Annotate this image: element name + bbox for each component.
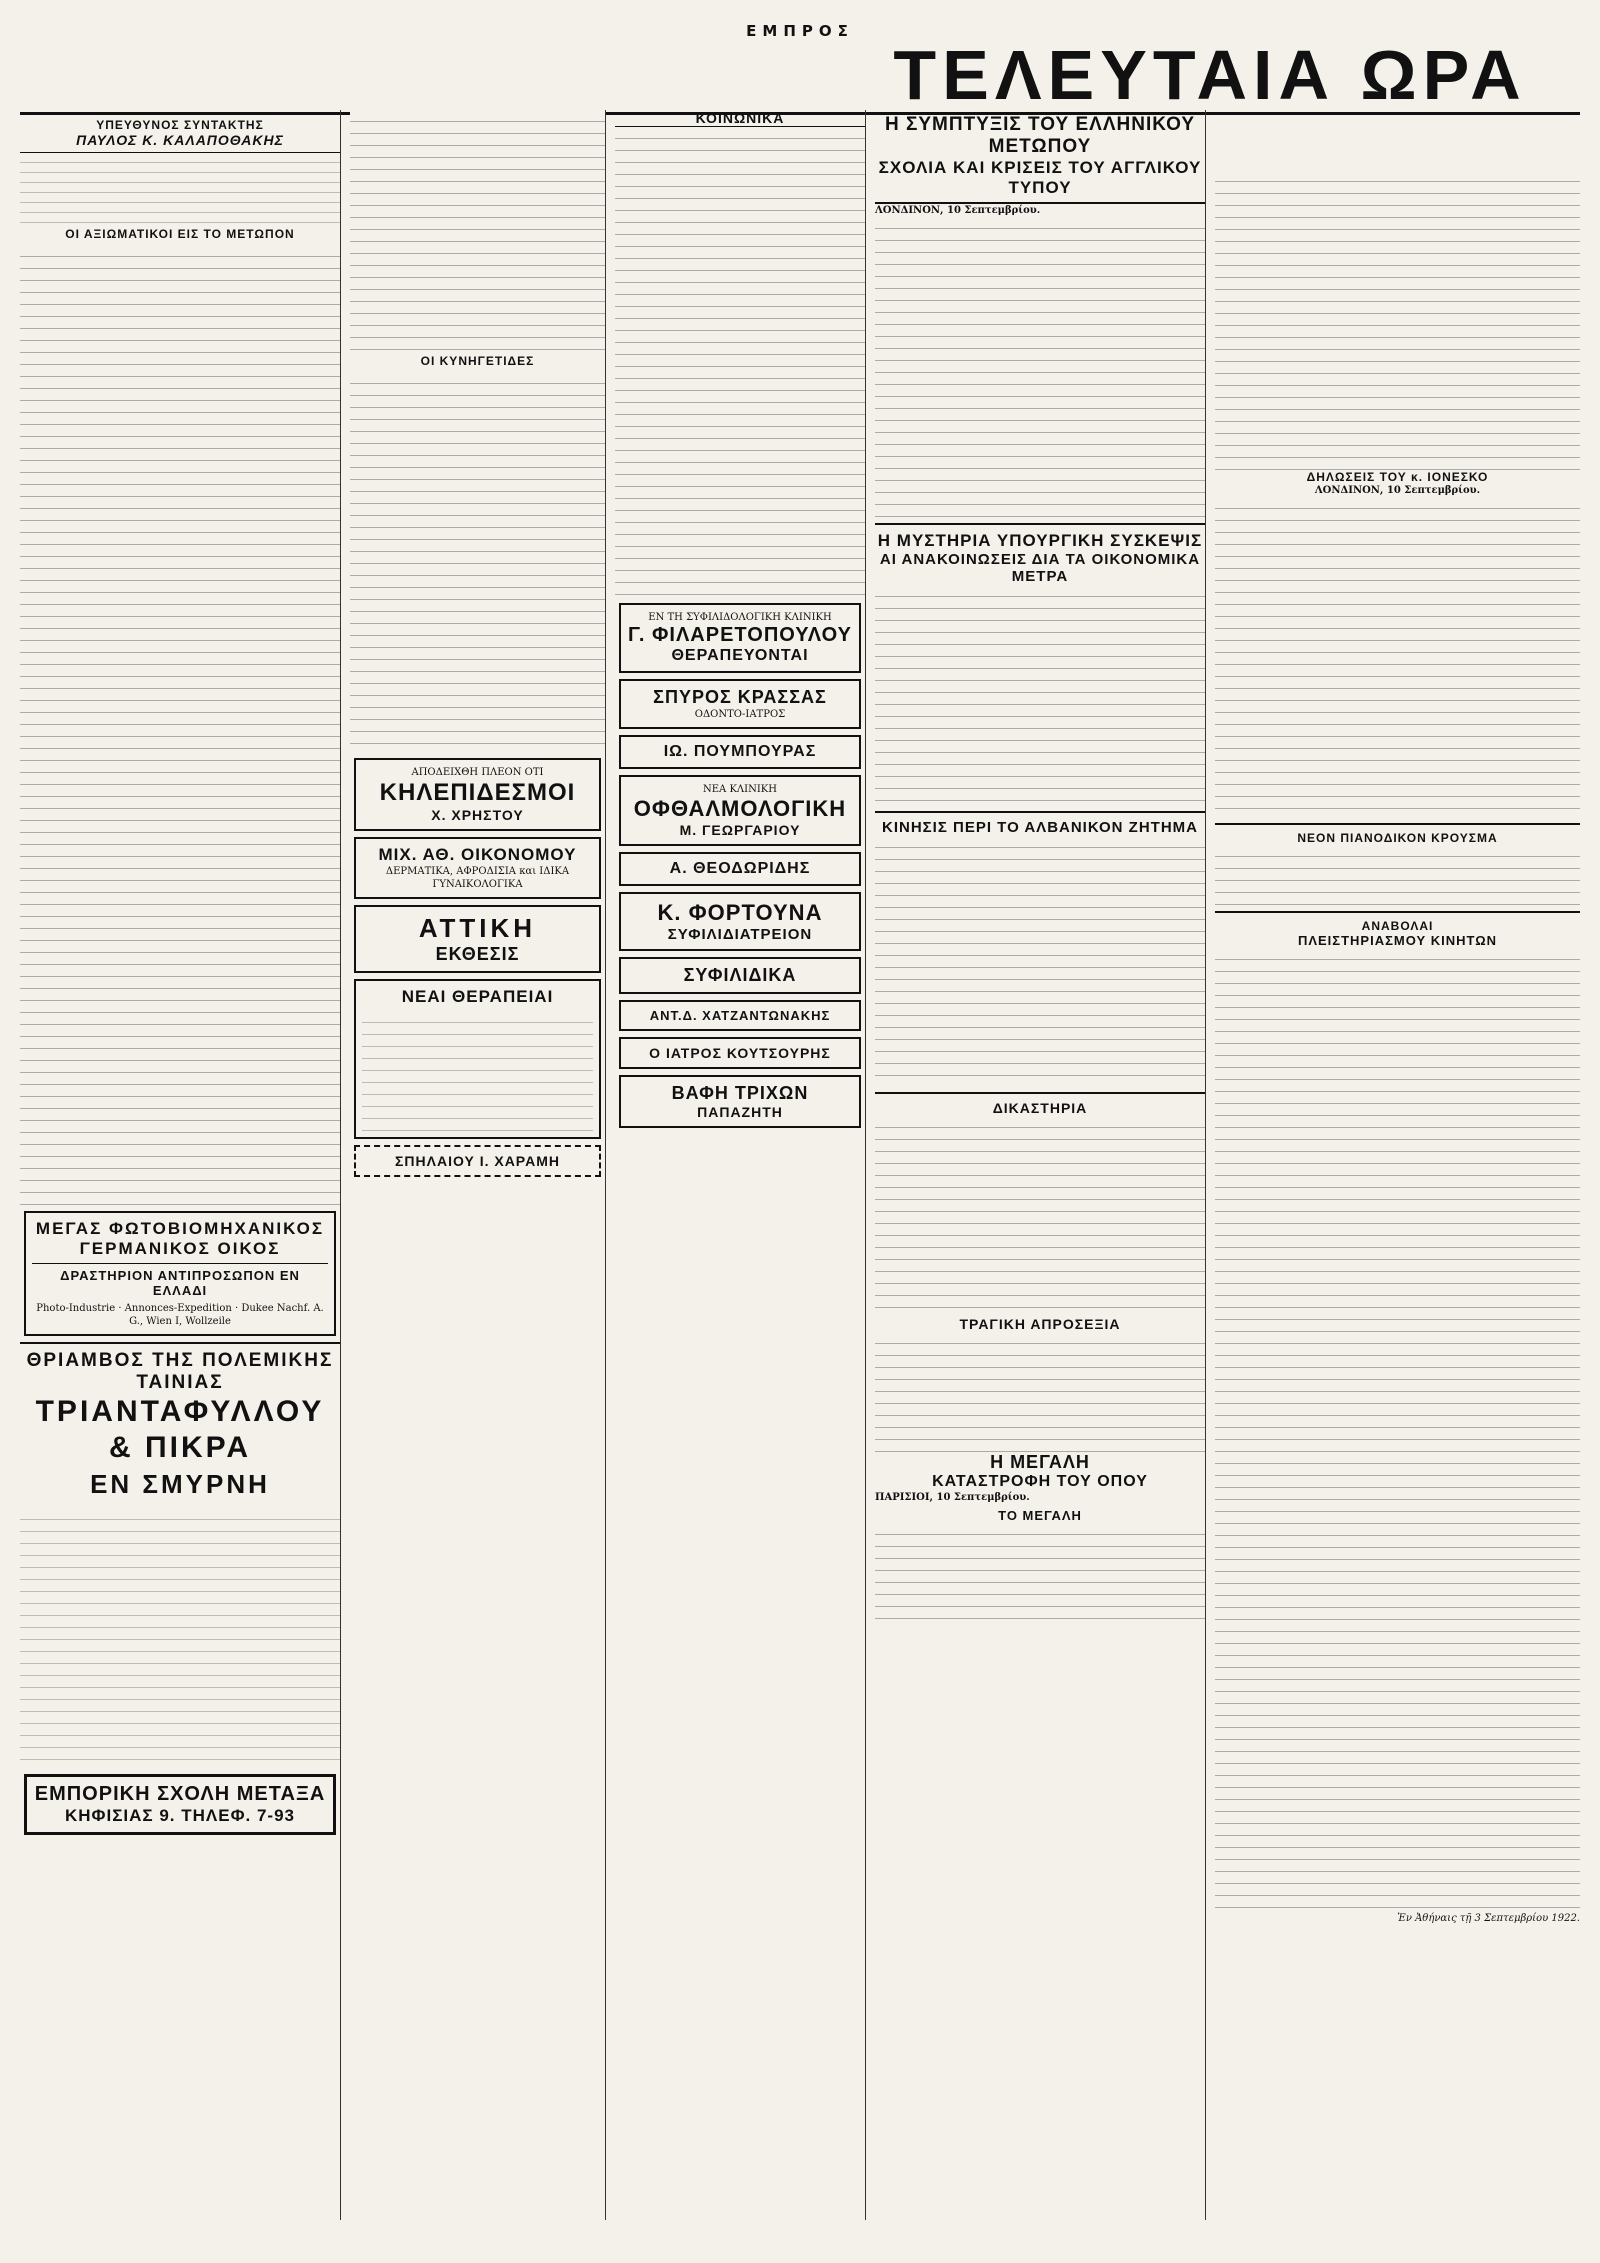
ionesko-dateline: ΛΟΝΔΙΝΟΝ, 10 Σεπτεμβρίου. bbox=[1314, 485, 1481, 496]
column-3 bbox=[615, 110, 866, 2220]
column-1 bbox=[20, 110, 341, 2220]
ad-bandages-title: ΚΗΛΕΠΙΔΕΣΜΟΙ bbox=[379, 779, 576, 806]
article-text-block bbox=[875, 585, 1205, 805]
headline-catastrophe-2: ΚΑΤΑΣΤΡΟΦΗ ΤΟΥ ΟΠΟΥ bbox=[932, 1473, 1148, 1490]
ad-photo-title: ΜΕΓΑΣ ΦΩΤΟΒΙΟΜΗΧΑΝΙΚΟΣ ΓΕΡΜΑΝΙΚΟΣ ΟΙΚΟΣ bbox=[35, 1219, 325, 1258]
headline-megali: ΤΟ ΜΕΓΑΛΗ bbox=[998, 1508, 1082, 1523]
headline-ionesko: ΔΗΛΩΣΕΙΣ ΤΟΥ κ. ΙΟΝΕΣΚΟ bbox=[1306, 470, 1489, 484]
article-text-block bbox=[20, 245, 340, 1205]
ad-chatz bbox=[619, 1000, 861, 1031]
ad-clinic bbox=[619, 603, 861, 673]
ad-chatz-name: ΑΝΤ.Δ. ΧΑΤΖΑΝΤΩΝΑΚΗΣ bbox=[649, 1008, 831, 1023]
ad-eye-doctor: Μ. ΓΕΩΡΓΑΡΙΟΥ bbox=[679, 822, 801, 838]
ad-clinic-name: Γ. ΦΙΛΑΡΕΤΟΠΟΥΛΟΥ bbox=[628, 624, 852, 646]
article-text-block bbox=[875, 1523, 1205, 1623]
headline-finance: ΑΙ ΑΝΑΚΟΙΝΩΣΕΙΣ ΔΙΑ ΤΑ ΟΙΚΟΝΟΜΙΚΑ ΜΕΤΡΑ bbox=[879, 551, 1201, 585]
ad-film-line2: ΤΡΙΑΝΤΑΦΥΛΛΟΥ & ΠΙΚΡΑ bbox=[35, 1395, 325, 1464]
article-text-block bbox=[350, 110, 605, 350]
ad-koutsouris-name: Ο ΙΑΤΡΟΣ ΚΟΥΤΣΟΥΡΗΣ bbox=[649, 1045, 831, 1061]
article-text-block bbox=[875, 1116, 1205, 1316]
ad-school bbox=[24, 1774, 336, 1835]
ad-doctor-sub: ΔΕΡΜΑΤΙΚΑ, ΑΦΡΟΔΙΣΙΑ και ΙΔΙΚΑ ΓΥΝΑΙΚΟΛΟΓΙΚΑ bbox=[385, 866, 570, 890]
ad-eye bbox=[619, 775, 861, 846]
column-4 bbox=[875, 110, 1206, 2220]
ad-hair bbox=[619, 1075, 861, 1128]
headline-tragic: ΤΡΑΓΙΚΗ ΑΠΡΟΣΕΞΙΑ bbox=[959, 1316, 1121, 1332]
headline-auction-1: ΑΝΑΒΟΛΑΙ bbox=[1361, 919, 1434, 933]
ad-attiki-title: ΑΤΤΙΚΗ bbox=[418, 913, 537, 943]
section-title: ΚΟΙΝΩΝΙΚΑ bbox=[615, 110, 865, 127]
ad-clinic-sub: ΘΕΡΑΠΕΥΟΝΤΑΙ bbox=[671, 647, 809, 664]
ad-eye-title: ΟΦΘΑΛΜΟΛΟΓΙΚΗ bbox=[633, 796, 847, 821]
ad-fortouna-name: Κ. ΦΟΡΤΟΥΝΑ bbox=[657, 900, 823, 925]
article-text-block bbox=[20, 153, 340, 223]
headline-court: ΔΙΚΑΣΤΗΡΙΑ bbox=[992, 1100, 1088, 1116]
subheadline-1: Η ΣΥΜΠΤΥΞΙΣ ΤΟΥ ΕΛΛΗΝΙΚΟΥ ΜΕΤΩΠΟΥ bbox=[884, 114, 1196, 157]
ad-gyn bbox=[619, 735, 861, 769]
catastrophe-dateline: ΠΑΡΙΣΙΟΙ, 10 Σεπτεμβρίου. bbox=[875, 1492, 1030, 1503]
ad-hair-title: ΒΑΦΗ ΤΡΙΧΩΝ bbox=[671, 1083, 809, 1103]
ad-bandages bbox=[354, 758, 601, 831]
ad-dentist bbox=[619, 679, 861, 729]
headline-albania: ΚΙΝΗΣΙΣ ΠΕΡΙ ΤΟ ΑΛΒΑΝΙΚΟΝ ΖΗΤΗΜΑ bbox=[882, 819, 1198, 836]
headline: ΤΕΛΕΥΤΑΙΑ ΩΡΑ bbox=[893, 36, 1527, 114]
editor-name: ΠΑΥΛΟΣ Κ. ΚΑΛΑΠΟΘΑΚΗΣ bbox=[20, 132, 340, 153]
ad-syphilis-title: ΣΥΦΙΛΙΔΙΚΑ bbox=[683, 965, 797, 985]
closing-line: Ἐν Ἀθήναις τῇ 3 Σεπτεμβρίου 1922. bbox=[1397, 1913, 1580, 1924]
ad-photo-industry bbox=[24, 1211, 336, 1336]
ad-attiki bbox=[354, 905, 601, 973]
ad-lab-title: ΣΠΗΛΑΙΟΥ Ι. ΧΑΡΑΜΗ bbox=[395, 1153, 560, 1169]
article-text-block bbox=[1215, 948, 1580, 1908]
article-text-block bbox=[875, 1332, 1205, 1452]
ad-film bbox=[20, 1350, 340, 1768]
ad-koutsouris bbox=[619, 1037, 861, 1069]
ad-doctor-name: ΜΙΧ. ΑΘ. ΟΙΚΟΝΟΜΟΥ bbox=[378, 845, 577, 864]
dateline: ΛΟΝΔΙΝΟΝ, 10 Σεπτεμβρίου. bbox=[875, 205, 1041, 216]
ad-attiki-exhibit: ΕΚΘΕΣΙΣ bbox=[435, 944, 520, 964]
subheadline-2: ΣΧΟΛΙΑ ΚΑΙ ΚΡΙΣΕΙΣ ΤΟΥ ΑΓΓΛΙΚΟΥ ΤΥΠΟΥ bbox=[875, 158, 1205, 204]
newspaper-name: ΕΜΠΡΟΣ bbox=[746, 22, 854, 40]
column-2 bbox=[350, 110, 606, 2220]
masthead bbox=[20, 20, 1580, 115]
ad-photo-subtitle: ΔΡΑΣΤΗΡΙΟΝ ΑΝΤΙΠΡΟΣΩΠΟΝ ΕΝ ΕΛΛΑΔΙ bbox=[60, 1268, 300, 1298]
article-text-block bbox=[350, 372, 605, 752]
ad-lab bbox=[354, 1145, 601, 1177]
ad-surgeon bbox=[619, 852, 861, 886]
ad-school-title: ΕΜΠΟΡΙΚΗ ΣΧΟΛΗ ΜΕΤΑΞΑ bbox=[34, 1783, 326, 1805]
ad-bandages-label: ΑΠΟΔΕΙΧΘΗ ΠΛΕΟΝ ΟΤΙ bbox=[411, 767, 544, 778]
ad-doctor bbox=[354, 837, 601, 899]
article-text-block bbox=[1215, 170, 1580, 470]
article-subhead: ΟΙ ΚΥΝΗΓΕΤΙΔΕΣ bbox=[420, 354, 535, 368]
article-text-block bbox=[1215, 845, 1580, 905]
article-text-block bbox=[615, 127, 865, 597]
ad-school-address: ΚΗΦΙΣΙΑΣ 9. ΤΗΛΕΦ. 7-93 bbox=[64, 1806, 296, 1825]
ad-photo-text: Photo-Industrie · Annonces-Expedition · Dukee Nachf. A. G., Wien I, Wollzeile bbox=[36, 1303, 324, 1327]
ad-film-line1: ΘΡΙΑΜΒΟΣ ΤΗΣ ΠΟΛΕΜΙΚΗΣ ΤΑΙΝΙΑΣ bbox=[26, 1350, 334, 1393]
ad-dentist-name: ΣΠΥΡΟΣ ΚΡΑΣΣΑΣ bbox=[653, 687, 827, 707]
ad-eye-label: ΝΕΑ ΚΛΙΝΙΚΗ bbox=[703, 784, 777, 795]
ad-bandages-maker: Χ. ΧΡΗΣΤΟΥ bbox=[431, 807, 524, 823]
ad-fortouna-sub: ΣΥΦΙΛΙΔΙΑΤΡΕΙΟΝ bbox=[667, 926, 813, 943]
article-text-block bbox=[875, 217, 1205, 517]
article-subhead: ΟΙ ΑΞΙΩΜΑΤΙΚΟΙ ΕΙΣ ΤΟ ΜΕΤΩΠΟΝ bbox=[65, 227, 295, 241]
ad-dentist-sub: ΟΔΟΝΤΟ-ΙΑΤΡΟΣ bbox=[694, 709, 786, 720]
ad-film-text bbox=[20, 1508, 340, 1768]
ad-film-line3: ΕΝ ΣΜΥΡΝΗ bbox=[90, 1469, 270, 1499]
column-5 bbox=[1215, 110, 1580, 2220]
ad-therapies bbox=[354, 979, 601, 1139]
headline-collision: ΝΕΟΝ ΠΙΑΝΟΔΙΚΟΝ ΚΡΟΥΣΜΑ bbox=[1297, 831, 1498, 845]
ad-therapies-title: ΝΕΑΙ ΘΕΡΑΠΕΙΑΙ bbox=[401, 987, 554, 1006]
editor-label: ΥΠΕΥΘΥΝΟΣ ΣΥΝΤΑΚΤΗΣ bbox=[96, 118, 264, 132]
ad-hair-name: ΠΑΠΑΖΗΤΗ bbox=[697, 1104, 783, 1120]
ad-surgeon-name: Α. ΘΕΟΔΩΡΙΔΗΣ bbox=[669, 860, 811, 877]
article-text-block bbox=[875, 836, 1205, 1086]
ad-clinic-label: ΕΝ ΤΗ ΣΥΦΙΛΙΔΟΛΟΓΙΚΗ ΚΛΙΝΙΚΗ bbox=[648, 612, 832, 623]
headline-auction-2: ΠΛΕΙΣΤΗΡΙΑΣΜΟΥ ΚΙΝΗΤΩΝ bbox=[1297, 933, 1498, 948]
ad-gyn-name: ΙΩ. ΠΟΥΜΠΟΥΡΑΣ bbox=[663, 743, 817, 760]
ad-fortouna bbox=[619, 892, 861, 951]
headline-mystery: Η ΜΥΣΤΗΡΙΑ ΥΠΟΥΡΓΙΚΗ ΣΥΣΚΕΨΙΣ bbox=[877, 531, 1203, 550]
article-text-block bbox=[1215, 497, 1580, 817]
headline-catastrophe-1: Η ΜΕΓΑΛΗ bbox=[990, 1452, 1090, 1472]
ad-syphilis bbox=[619, 957, 861, 994]
